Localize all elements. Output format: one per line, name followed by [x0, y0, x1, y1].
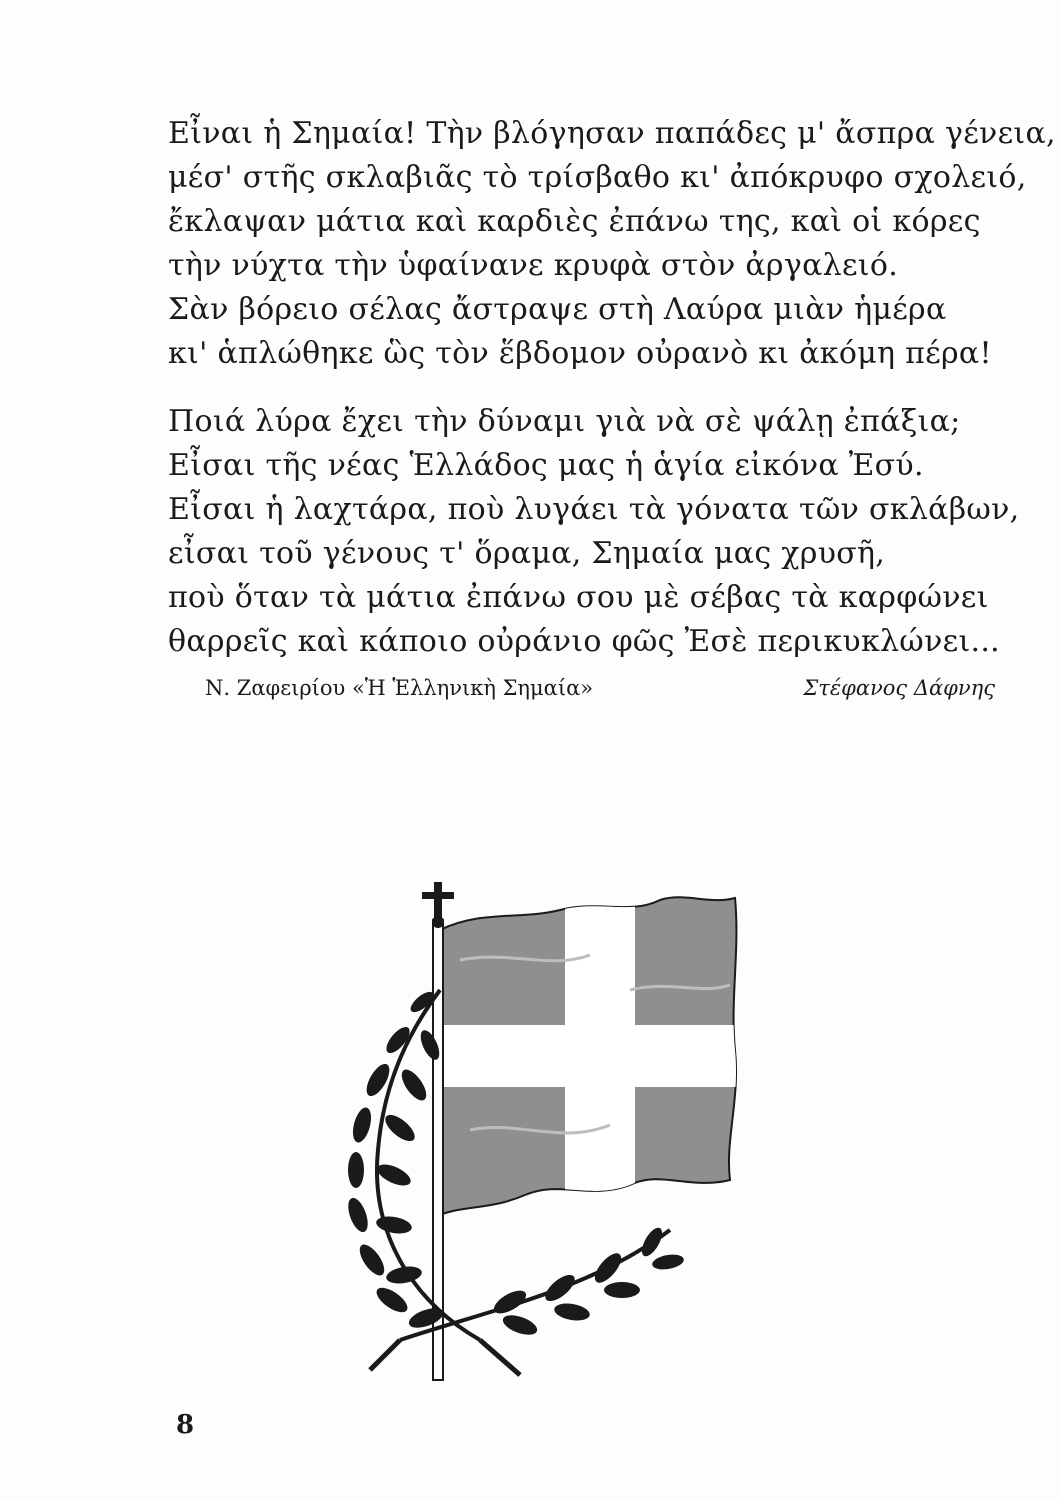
poem-stanza-2	[168, 400, 1020, 664]
poem-line: ἔκλαψαν μάτια καὶ καρδιὲς ἐπάνω της, καὶ οἱ κόρες	[168, 204, 981, 239]
poem-line: Εἶναι ἡ Σημαία! Τὴν βλόγησαν παπάδες μ' ἄσπρα γένεια,	[168, 116, 1056, 151]
poem-line: Εἶσαι τῆς νέας Ἑλλάδος μας ἡ ἁγία εἰκόνα Ἐσύ.	[168, 448, 924, 483]
poem-line: κι' ἁπλώθηκε ὣς τὸν ἕβδομον οὐρανὸ κι ἀκόμη πέρα!	[168, 336, 992, 371]
credit-source: Ν. Ζαφειρίου «Ἡ Ἑλληνικὴ Σημαία»	[205, 676, 594, 700]
poem-line: Ποιά λύρα ἔχει τὴν δύναμι γιὰ νὰ σὲ ψάλῃ ἐπάξια;	[168, 404, 961, 439]
poem-line: εἶσαι τοῦ γένους τ' ὅραμα, Σημαία μας χρυσῆ,	[168, 536, 886, 571]
poem-line: Εἶσαι ἡ λαχτάρα, ποὺ λυγάει τὰ γόνατα τῶν σκλάβων,	[168, 492, 1020, 527]
poem-line: τὴν νύχτα τὴν ὑφαίνανε κρυφὰ στὸν ἀργαλειό.	[168, 248, 899, 283]
greek-flag-with-laurel-wreath-icon	[330, 870, 800, 1400]
credit-author: Στέφανος Δάφνης	[803, 676, 995, 700]
poem-line: Σὰν βόρειο σέλας ἄστραψε στὴ Λαύρα μιὰν ἡμέρα	[168, 292, 947, 327]
page-number: 8	[176, 1410, 195, 1440]
poem-line: θαρρεῖς καὶ κάποιο οὐράνιο φῶς Ἐσὲ περικυκλώνει...	[168, 624, 1001, 659]
poem-line: ποὺ ὅταν τὰ μάτια ἐπάνω σου μὲ σέβας τὰ καρφώνει	[168, 580, 989, 615]
poem-credits	[205, 676, 995, 706]
poem-line: μέσ' στῆς σκλαβιᾶς τὸ τρίσβαθο κι' ἀπόκρυφο σχολειό,	[168, 160, 1027, 195]
poem-stanza-1	[168, 112, 1056, 376]
